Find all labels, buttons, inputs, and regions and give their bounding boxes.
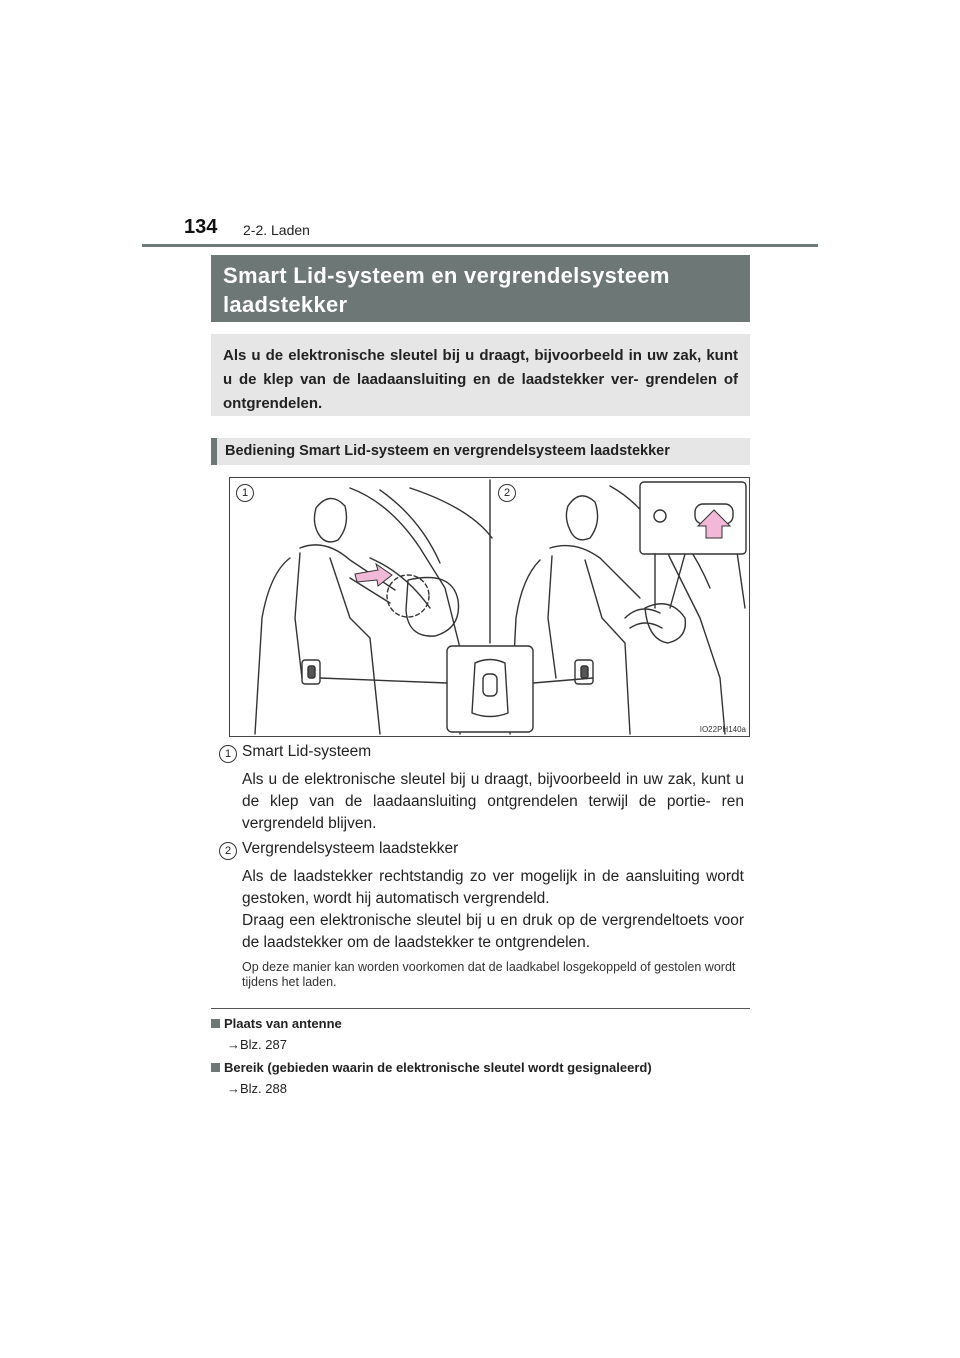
ref-antenne-title: Plaats van antenne xyxy=(224,1016,342,1031)
subheading: Bediening Smart Lid-systeem en vergrendelsysteem laadstekker xyxy=(211,438,750,465)
item-2-body-2: Draag een elektronische sleutel bij u en druk op de vergrendeltoets voor de laadstekker om de laadstekker te ontgrendelen. xyxy=(242,912,744,951)
ref-antenne-page[interactable]: →Blz. 287 xyxy=(227,1037,287,1052)
item-1-body: Als u de elektronische sleutel bij u draagt, bijvoorbeeld in uw zak, kunt u de klep van de laadaansluiting ontgrendelen terwijl de portie- ren vergrendeld blijven. xyxy=(242,771,744,832)
illustration-drawing xyxy=(230,478,749,736)
item-2-note: Op deze manier kan worden voorkomen dat de laadkabel losgekoppeld of gestolen wordt tijdens het laden. xyxy=(242,960,736,989)
illustration xyxy=(229,477,750,737)
ref-bereik-title: Bereik (gebieden waarin de elektronische sleutel wordt gesignaleerd) xyxy=(224,1060,652,1075)
figure-label-2: 2 xyxy=(498,484,516,502)
ref-bereik xyxy=(211,1060,751,1096)
item-2-title: Vergrendelsysteem laadstekker xyxy=(242,840,459,857)
section-label: 2-2. Laden xyxy=(243,222,310,238)
square-bullet-icon xyxy=(211,1063,220,1072)
item-2-body-1: Als de laadstekker rechtstandig zo ver mogelijk in de aansluiting wordt gestoken, wordt hij automatisch vergrendeld. xyxy=(242,868,744,907)
figure-label-1: 1 xyxy=(236,484,254,502)
page-number: 134 xyxy=(184,216,218,238)
header-rule xyxy=(142,244,818,247)
item-2-number: 2 xyxy=(219,842,237,860)
item-1-title: Smart Lid-systeem xyxy=(242,743,372,760)
ref-bereik-page[interactable]: →Blz. 288 xyxy=(227,1081,287,1096)
item-1-number: 1 xyxy=(219,745,237,763)
divider xyxy=(211,1008,750,1009)
figure-code: IO22PH140a xyxy=(699,725,746,734)
intro-text: Als u de elektronische sleutel bij u draagt, bijvoorbeeld in uw zak, kunt u de klep van de laadaansluiting en de laadstekker ver- grendelen of ontgrendelen. xyxy=(211,334,750,416)
ref-antenne xyxy=(211,1016,751,1052)
square-bullet-icon xyxy=(211,1019,220,1028)
page-title: Smart Lid-systeem en vergrendelsysteem laadstekker xyxy=(211,255,750,322)
